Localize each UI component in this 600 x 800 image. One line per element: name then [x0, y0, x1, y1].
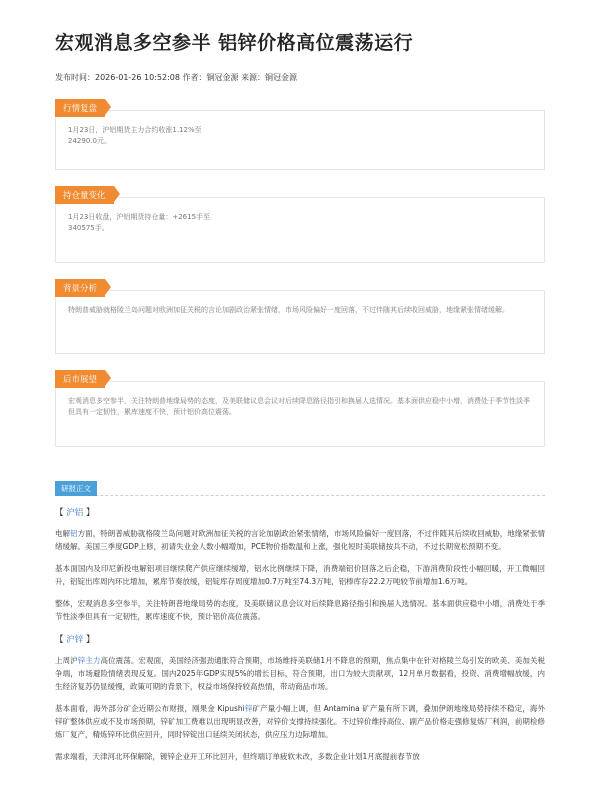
- publish-time: 发布时间：2026-01-26 10:52:08: [55, 73, 180, 82]
- paragraph: 电解铝方面，特朗普威胁就格陵兰岛问题对欧洲加征关税的言论加剧政治紧张情绪，市场风险偏好一度回落，不过伴随其后续收回威胁，地缘紧张情绪缓解。美国三季度GDP上修，初请失业金人数小幅增加，PCE物价指数温和上涨，强化短时美联储按兵不动，不过长期宽松预期不变。: [55, 529, 546, 551]
- source: 来源：铜冠金源: [241, 73, 298, 82]
- section-label: 行情复盘: [55, 99, 105, 117]
- section-content: [55, 197, 545, 263]
- section-label: 背景分析: [55, 279, 105, 297]
- section-label: 后市展望: [55, 370, 105, 388]
- divider: [55, 495, 545, 496]
- paragraph: 基本面国内及印尼新投电解铝项目继续爬产供应继续缓增，铝水比例继续下降，消费端铝价回落之后企稳，下游消费阶段性小幅回暖，开工微幅回升，铝锭出库周内环比增加，累库节奏放缓，铝锭库存周度增加0.7万吨至74.3万吨，铝棒库存22.2万吨较节前增加1.6万吨。: [55, 564, 545, 586]
- section-market-review: [55, 96, 545, 170]
- subsection-title-aluminum: 【 沪铝 】: [55, 508, 95, 518]
- paragraph: 整体，宏观消息多空参半，关注特朗普地缘局势的态度，及美联储议息会议对后续降息路径指引和换届人选情况。基本面供应稳中小增，消费处于季节性淡季但具有一定韧性，累库速度不快，预计铝价高位震荡。: [55, 599, 545, 621]
- inline-link-zinc-main[interactable]: 锌主力: [77, 656, 101, 665]
- section-background: [55, 276, 545, 354]
- section-content: [55, 290, 545, 354]
- paragraph: 需求端看，天津河北环保解除，镀锌企业开工环比回升，但终端订单疲软未改，多数企业计划1月底提前春节放: [55, 752, 420, 761]
- zinc-link[interactable]: 沪锌: [66, 635, 84, 645]
- section-text: 1月23日，沪铝期货主力合约收涨1.12%至24290.0元。: [68, 126, 202, 145]
- inline-link-aluminum[interactable]: 铝: [70, 529, 78, 538]
- main-text-label: 研报正文: [55, 481, 97, 496]
- article-meta: [55, 72, 545, 83]
- paragraph: 基本面看，海外部分矿企近期公布财报，刚果金 Kipushi锌矿产量小幅上调，但 Antamina 矿产量有所下调，叠加伊朗地缘局势持续不稳定，海外锌矿整体供应或不及市场预期，锌矿加工费难以出现明显改善，对锌价支撑持续强化。不过锌价维持高位、副产品价格走强修复炼厂利润，前期检修炼厂复产，精炼锌环比供应回升，同时锌锭出口延续关闭状态，供应压力边际增加。: [55, 704, 545, 739]
- author: 作者：铜冠金源: [182, 73, 239, 82]
- section-label: 持仓量变化: [55, 186, 114, 204]
- subsection-title-zinc: 【 沪锌 】: [55, 635, 95, 645]
- section-position-change: [55, 183, 545, 263]
- section-text: 特朗普威胁就格陵兰岛问题对欧洲加征关税的言论加剧政治紧张情绪，市场风险偏好一度回落，不过伴随其后续收回威胁，地缘紧张情绪缓解。: [68, 306, 509, 314]
- page-title: 宏观消息多空参半 铝锌价格高位震荡运行: [55, 32, 414, 54]
- inline-link-zinc[interactable]: 锌: [244, 704, 253, 713]
- section-text: 宏观消息多空参半，关注特朗普地缘局势的态度，及美联储议息会议对后续降息路径指引和换届人选情况。基本面供应稳中小增，消费处于季节性淡季但具有一定韧性，累库速度不快，预计铝价高位震荡。: [68, 397, 530, 416]
- section-content: [55, 381, 545, 447]
- section-content: [55, 110, 545, 170]
- aluminum-link[interactable]: 沪铝: [66, 508, 84, 518]
- paragraph: 上周沪锌主力高位震荡。宏观面，美国经济强劲通胀符合预期，市场维持美联储1月不降息的预期，焦点集中在针对格陵兰岛引发的欧美、美加关税争端，市场避险情绪表现反复。国内2025年GDP实现5%的增长目标，符合预期，出口为较大贡献项，12月单月数据看，投资、消费增幅放缓，内生经济复苏仍显缓慢，政策可期的背景下，权益市场保持较高热情，带动商品市场。: [55, 656, 545, 691]
- section-outlook: [55, 367, 545, 447]
- section-text: 1月23日收盘，沪铝期货持仓量：+2615手至340575手。: [68, 213, 211, 232]
